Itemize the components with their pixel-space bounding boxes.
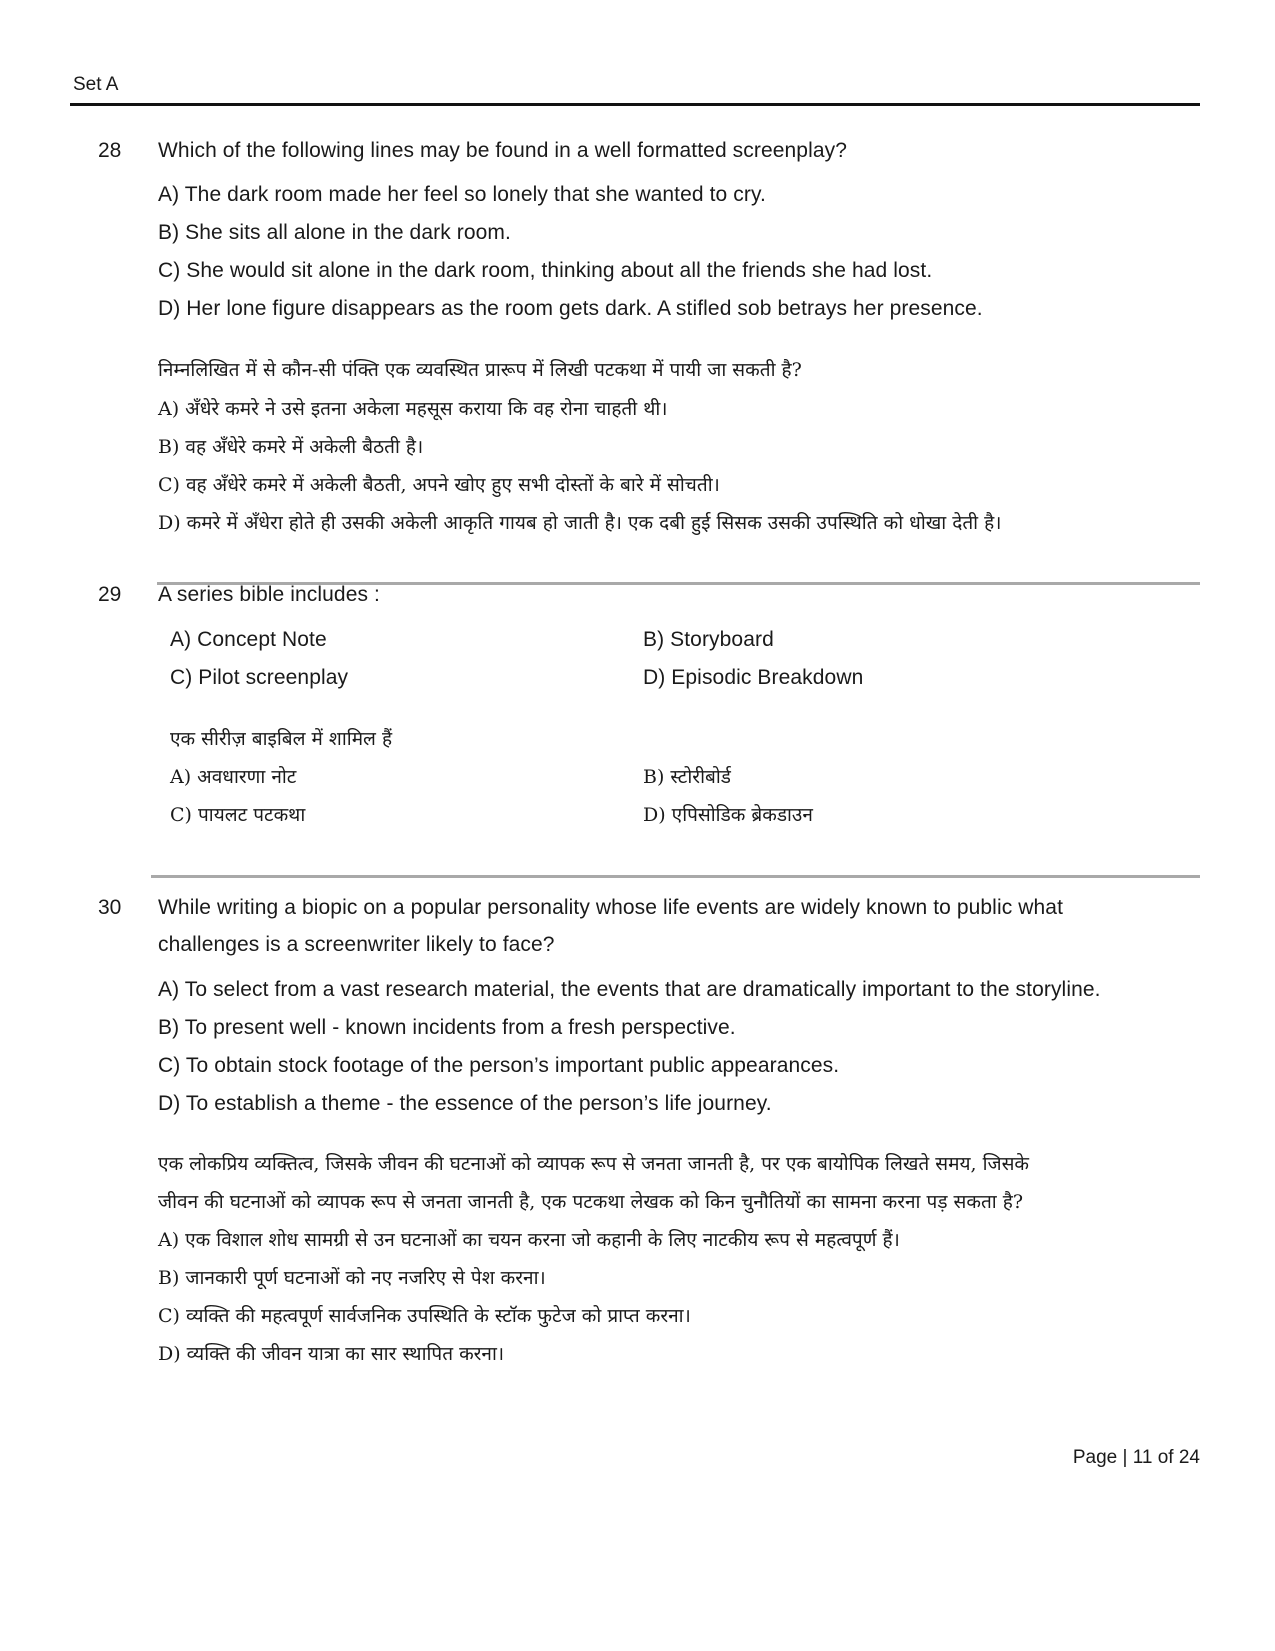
option-c-hindi: C) वह अँधेरे कमरे में अकेली बैठती, अपने खोए हुए सभी दोस्तों के बारे में सोचती।: [158, 474, 720, 496]
option-c: C) She would sit alone in the dark room, thinking about all the friends she had lost.: [158, 259, 933, 282]
question-text-hindi: एक सीरीज़ बाइबिल में शामिल हैं: [170, 728, 393, 750]
question-text-line-1: While writing a biopic on a popular personality whose life events are widely known to public what: [158, 896, 1064, 919]
section-divider: [151, 875, 1200, 878]
option-d: D) Episodic Breakdown: [643, 666, 864, 689]
option-b-hindi: B) वह अँधेरे कमरे में अकेली बैठती है।: [158, 436, 424, 458]
option-a-hindi: A) अँधेरे कमरे ने उसे इतना अकेला महसूस कराया कि वह रोना चाहती थी।: [158, 398, 668, 420]
option-a-hindi: A) एक विशाल शोध सामग्री से उन घटनाओं का चयन करना जो कहानी के लिए नाटकीय रूप से महत्वपूर्ण हैं।: [158, 1229, 900, 1251]
option-b: B) She sits all alone in the dark room.: [158, 221, 511, 244]
page-number: Page | 11 of 24: [1072, 1447, 1200, 1468]
option-b: B) Storyboard: [643, 628, 774, 651]
option-b-hindi: B) स्टोरीबोर्ड: [643, 766, 731, 788]
option-c-hindi: C) व्यक्ति की महत्वपूर्ण सार्वजनिक उपस्थिति के स्टॉक फुटेज को प्राप्त करना।: [158, 1305, 691, 1327]
option-d-hindi: D) कमरे में अँधेरा होते ही उसकी अकेली आकृति गायब हो जाती है। एक दबी हुई सिसक उसकी उपस्थिति को धोखा देती है।: [158, 512, 1002, 534]
option-b-hindi: B) जानकारी पूर्ण घटनाओं को नए नजरिए से पेश करना।: [158, 1267, 546, 1289]
option-d: D) Her lone figure disappears as the room gets dark. A stifled sob betrays her presence.: [158, 297, 983, 320]
header-rule: [70, 103, 1200, 106]
option-d-hindi: D) व्यक्ति की जीवन यात्रा का सार स्थापित करना।: [158, 1343, 505, 1365]
question-text: A series bible includes :: [158, 583, 380, 606]
question-text-hindi: निम्नलिखित में से कौन-सी पंक्ति एक व्यवस्थित प्रारूप में लिखी पटकथा में पायी जा सकती है?: [158, 359, 802, 381]
option-a-hindi: A) अवधारणा नोट: [170, 766, 297, 788]
option-c: C) To obtain stock footage of the person’s important public appearances.: [158, 1054, 840, 1077]
option-c-hindi: C) पायलट पटकथा: [170, 804, 306, 826]
option-c: C) Pilot screenplay: [170, 666, 349, 689]
set-label: Set A: [73, 74, 119, 95]
question-number: 29: [98, 583, 122, 606]
question-text-hindi-line-2: जीवन की घटनाओं को व्यापक रूप से जनता जानती है, एक पटकथा लेखक को किन चुनौतियों का सामना करना पड़ सकता है?: [158, 1191, 1024, 1213]
option-a: A) The dark room made her feel so lonely that she wanted to cry.: [158, 183, 766, 206]
option-d: D) To establish a theme - the essence of the person’s life journey.: [158, 1092, 772, 1115]
option-d-hindi: D) एपिसोडिक ब्रेकडाउन: [643, 804, 813, 826]
option-a: A) To select from a vast research material, the events that are dramatically important to the storyline.: [158, 978, 1101, 1001]
question-text: Which of the following lines may be found in a well formatted screenplay?: [158, 139, 847, 162]
question-number: 28: [98, 139, 122, 162]
question-text-line-2: challenges is a screenwriter likely to face?: [158, 933, 555, 956]
question-number: 30: [98, 896, 122, 919]
option-a: A) Concept Note: [170, 628, 327, 651]
question-text-hindi-line-1: एक लोकप्रिय व्यक्तित्व, जिसके जीवन की घटनाओं को व्यापक रूप से जनता जानती है, पर एक बायोपिक लिखते समय, जिसके: [158, 1153, 1030, 1175]
option-b: B) To present well - known incidents from a fresh perspective.: [158, 1016, 736, 1039]
